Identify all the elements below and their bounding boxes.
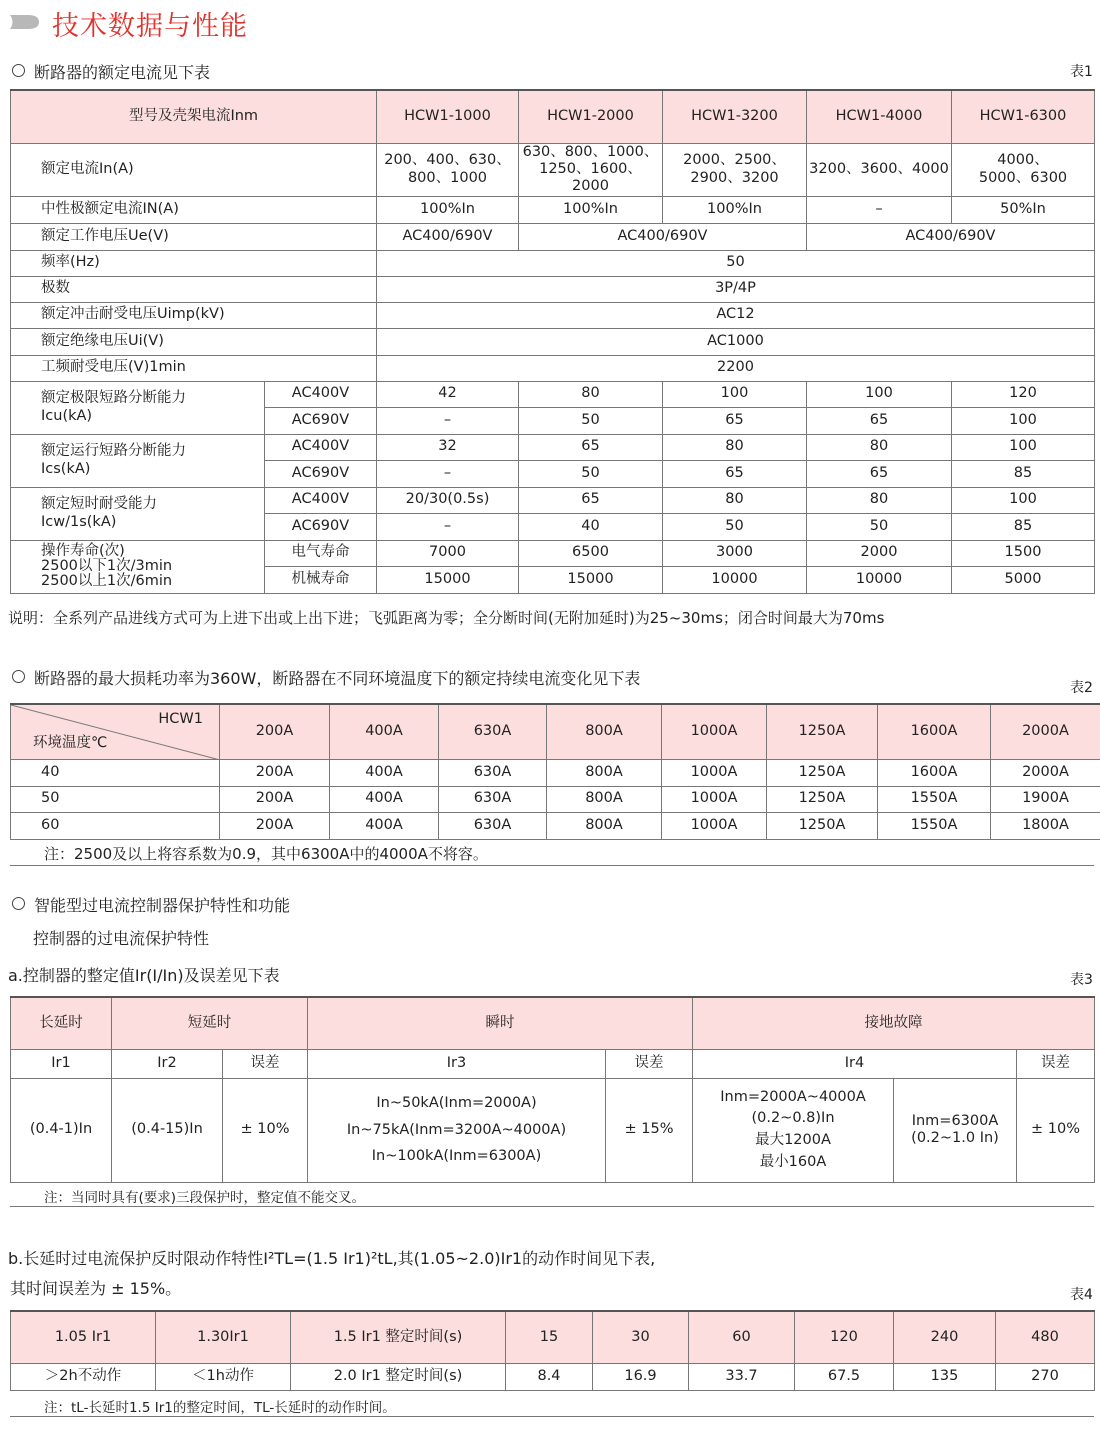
- table-row: 中性极额定电流IN(A) 100%In 100%In 100%In – 50%In: [11, 196, 1095, 223]
- table4-number: 表4: [1070, 1287, 1093, 1303]
- header-hcw1-2000: HCW1-2000: [519, 90, 663, 143]
- table1-header-row: [11, 90, 1095, 143]
- table-row: 额定极限短路分断能力 Icu(kA) AC400V 42 80 100 100 120: [11, 381, 1095, 407]
- section2-heading: 断路器的最大损耗功率为360W，断路器在不同环境温度下的额定持续电流变化见下表: [12, 666, 640, 689]
- table2-ambient-temperature: [10, 703, 1100, 840]
- table-row: 额定冲击耐受电压Uimp(kV) AC12: [11, 302, 1095, 328]
- table-row: AC690V – 40 50 50 85: [11, 513, 1095, 540]
- table2-header-row: HCW1 环境温度℃ 200A 400A 630A 800A 1000A 1250A 1600A 2000A: [11, 704, 1100, 759]
- table-row: 极数 3P/4P: [11, 276, 1095, 302]
- table-row: 频率(Hz) 50: [11, 250, 1095, 276]
- section3-heading: 智能型过电流控制器保护特性和功能: [12, 893, 290, 916]
- title-bullet-icon: [8, 14, 40, 30]
- table2-note: 注：2500及以上将容系数为0.9，其中6300A中的4000A不将容。: [44, 845, 488, 863]
- section1-heading: 断路器的额定电流见下表: [12, 60, 210, 83]
- table3-header-row-1: 长延时 短延时 瞬时 接地故障: [11, 997, 1095, 1049]
- table3-settings: [10, 996, 1095, 1183]
- header-model: 型号及壳架电流Inm: [11, 90, 377, 143]
- table3-header-row-2: Ir1 Ir2 误差 Ir3 误差 Ir4 误差: [11, 1049, 1095, 1078]
- table4-header-row: 1.05 Ir1 1.30Ir1 1.5 Ir1 整定时间(s) 15 30 60 120 240 480: [11, 1311, 1095, 1363]
- table2-number: 表2: [1070, 680, 1093, 696]
- header-hcw1-6300: HCW1-6300: [952, 90, 1095, 143]
- table-row: 50 200A 400A 630A 800A 1000A 1250A 1550A 1900A: [11, 786, 1100, 812]
- table-row: AC690V – 50 65 65 85: [11, 460, 1095, 487]
- section4-heading-line1: b.长延时过电流保护反时限动作特性I²TL=(1.5 Ir1)²tL,其(1.05~2.0)Ir1的动作时间见下表,: [8, 1249, 656, 1268]
- table-row: AC690V – 50 65 65 100: [11, 407, 1095, 434]
- page-title: 技术数据与性能: [52, 11, 248, 42]
- section4-heading-line2: 其时间误差为 ± 15%。: [10, 1279, 182, 1298]
- header-hcw1-3200: HCW1-3200: [663, 90, 807, 143]
- table1-note: 说明：全系列产品进线方式可为上进下出或上出下进；飞弧距离为零；全分断时间(无附加延时)为25~30ms；闭合时间最大为70ms: [8, 609, 885, 627]
- table-row: 额定电流In(A) 200、400、630、 800、1000 630、800、1000、 1250、1600、2000 2000、2500、 2900、3200 3200、3600、4000 4000、 5000、6300: [11, 143, 1095, 196]
- table-row: 40 200A 400A 630A 800A 1000A 1250A 1600A 2000A: [11, 759, 1100, 786]
- table4-note: 注：tL-长延时1.5 Ir1的整定时间，TL-长延时的动作时间。: [44, 1400, 396, 1416]
- table-row: 操作寿命(次) 2500以下1次/3min 2500以上1次/6min 电气寿命 7000 6500 3000 2000 1500: [11, 540, 1095, 566]
- table1-rated-current: [10, 89, 1095, 594]
- header-hcw1-1000: HCW1-1000: [377, 90, 519, 143]
- table1-number: 表1: [1070, 64, 1093, 80]
- table-row: (0.4-1)In (0.4-15)In ± 10% In~50kA(Inm=2000A) In~75kA(Inm=3200A~4000A) In~100kA(Inm=6300A) ± 15% Inm=2000A~4000A (0.2~0.8)In 最大1200A 最小160A Inm=6300A (0.2~1.0 In) ± 10%: [11, 1078, 1095, 1182]
- section3-subheading: 控制器的过电流保护特性: [33, 929, 210, 948]
- header-hcw1-4000: HCW1-4000: [807, 90, 952, 143]
- table-row: 额定短时耐受能力 Icw/1s(kA) AC400V 20/30(0.5s) 65 80 80 100: [11, 487, 1095, 513]
- table3-number: 表3: [1070, 972, 1093, 988]
- diagonal-header-cell: HCW1 环境温度℃: [11, 704, 220, 759]
- table-row: 额定工作电压Ue(V) AC400/690V AC400/690V AC400/690V: [11, 223, 1095, 250]
- table-row: 60 200A 400A 630A 800A 1000A 1250A 1550A 1800A: [11, 812, 1100, 839]
- table3-note: 注：当同时具有(要求)三段保护时，整定值不能交叉。: [44, 1190, 366, 1206]
- section3a-heading: a.控制器的整定值Ir(I/In)及误差见下表: [8, 966, 280, 985]
- table-row: 机械寿命 15000 15000 10000 10000 5000: [11, 566, 1095, 593]
- table-row: ＞2h不动作 ＜1h动作 2.0 Ir1 整定时间(s) 8.4 16.9 33.7 67.5 135 270: [11, 1363, 1095, 1390]
- table-row: 额定运行短路分断能力 Ics(kA) AC400V 32 65 80 80 100: [11, 434, 1095, 460]
- table-row: 额定绝缘电压Ui(V) AC1000: [11, 328, 1095, 355]
- table-row: 工频耐受电压(V)1min 2200: [11, 355, 1095, 381]
- table4-trip-time: [10, 1310, 1095, 1391]
